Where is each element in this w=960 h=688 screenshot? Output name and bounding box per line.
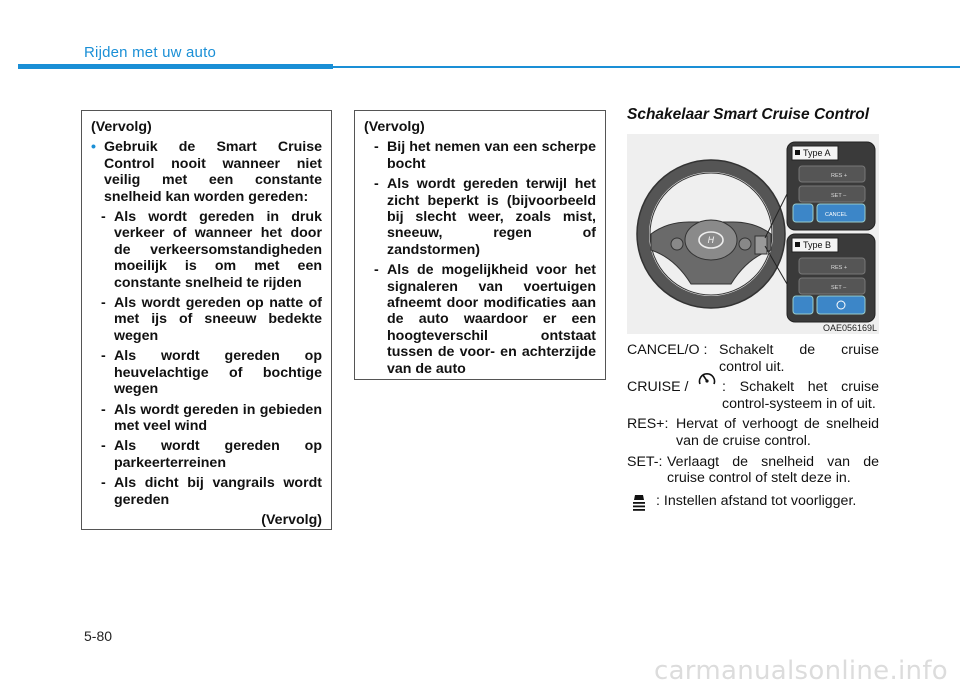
list-item: - Als wordt gereden op heuvelachtige of bochtige wegen bbox=[101, 348, 322, 398]
list-item: - Als wordt gereden op natte of met ijs of sneeuw bedekte wegen bbox=[101, 295, 322, 344]
cruise-icon bbox=[697, 369, 717, 394]
figure-code: OAE056169L bbox=[822, 323, 877, 333]
header-rule-accent bbox=[18, 64, 333, 69]
continued-label: (Vervolg) bbox=[261, 511, 322, 528]
list-item: - Als wordt gereden op parkeerterreinen bbox=[101, 438, 322, 471]
cancel-button-label: CANCEL bbox=[825, 212, 848, 218]
list-item: - Als wordt gereden in druk verkeer of wanneer het door de verkeersomstandigheden moeilijk is om met een constante snelheid te rijden bbox=[101, 209, 322, 291]
warning-box-left bbox=[81, 110, 332, 530]
distance-icon bbox=[631, 493, 647, 518]
definition-cancel: CANCEL/O : Schakelt de cruise control uit. bbox=[627, 342, 879, 375]
definition-set: SET-: Verlaagt de snelheid van de cruise control of stelt deze in. bbox=[627, 453, 879, 487]
header-title: Rijden met uw auto bbox=[84, 44, 217, 61]
list-item: - Als de mogelijkheid voor het signaleren van voertuigen afneemt door modificaties aan de auto waardoor er een hoogteverschil ontstaat tussen de voor- en achterzijde van de auto bbox=[374, 262, 596, 377]
list-item: - Bij het nemen van een scherpe bocht bbox=[374, 139, 596, 172]
right-column bbox=[627, 106, 879, 509]
set-button-label-b: SET – bbox=[831, 285, 847, 291]
definition-distance: : Instellen afstand tot voorligger. bbox=[627, 493, 879, 510]
definition-list bbox=[627, 342, 879, 509]
svg-text:H: H bbox=[707, 236, 715, 246]
res-button-label-b: RES + bbox=[831, 265, 848, 271]
section-heading: Schakelaar Smart Cruise Control bbox=[627, 106, 870, 123]
warning-box-middle bbox=[354, 110, 606, 380]
continued-label: (Vervolg) bbox=[364, 119, 425, 135]
bullet-item: • Gebruik de Smart Cruise Control nooit wanneer niet veilig met een constante snelheid kan worden gereden: bbox=[91, 139, 322, 205]
definition-res: RES+: Hervat of verhoogt de snelheid van de cruise control. bbox=[627, 416, 879, 449]
page-number: 5-80 bbox=[84, 628, 113, 644]
list-item: - Als dicht bij vangrails wordt gereden bbox=[101, 475, 322, 508]
res-button-label: RES + bbox=[831, 173, 848, 179]
set-button-label: SET – bbox=[831, 193, 847, 199]
list-item: - Als wordt gereden terwijl het zicht beperkt is (bijvoorbeeld bij slecht weer, zoals mist, sneeuw, regen of zandstormen) bbox=[374, 176, 596, 258]
list-item: - Als wordt gereden in gebieden met veel wind bbox=[101, 401, 322, 434]
steering-wheel-figure bbox=[627, 134, 879, 334]
steering-wheel-illustration bbox=[627, 134, 879, 334]
bullet-dot-icon: • bbox=[91, 139, 96, 156]
type-a-label: Type A bbox=[803, 148, 831, 158]
type-b-label: Type B bbox=[803, 240, 832, 250]
steering-wheel-icon bbox=[637, 160, 785, 308]
watermark: carmanualsonline.info bbox=[653, 656, 948, 686]
definition-cruise: CRUISE / : Schakelt het cruise control-systeem in of uit. bbox=[627, 379, 879, 412]
continued-label: (Vervolg) bbox=[91, 119, 152, 135]
